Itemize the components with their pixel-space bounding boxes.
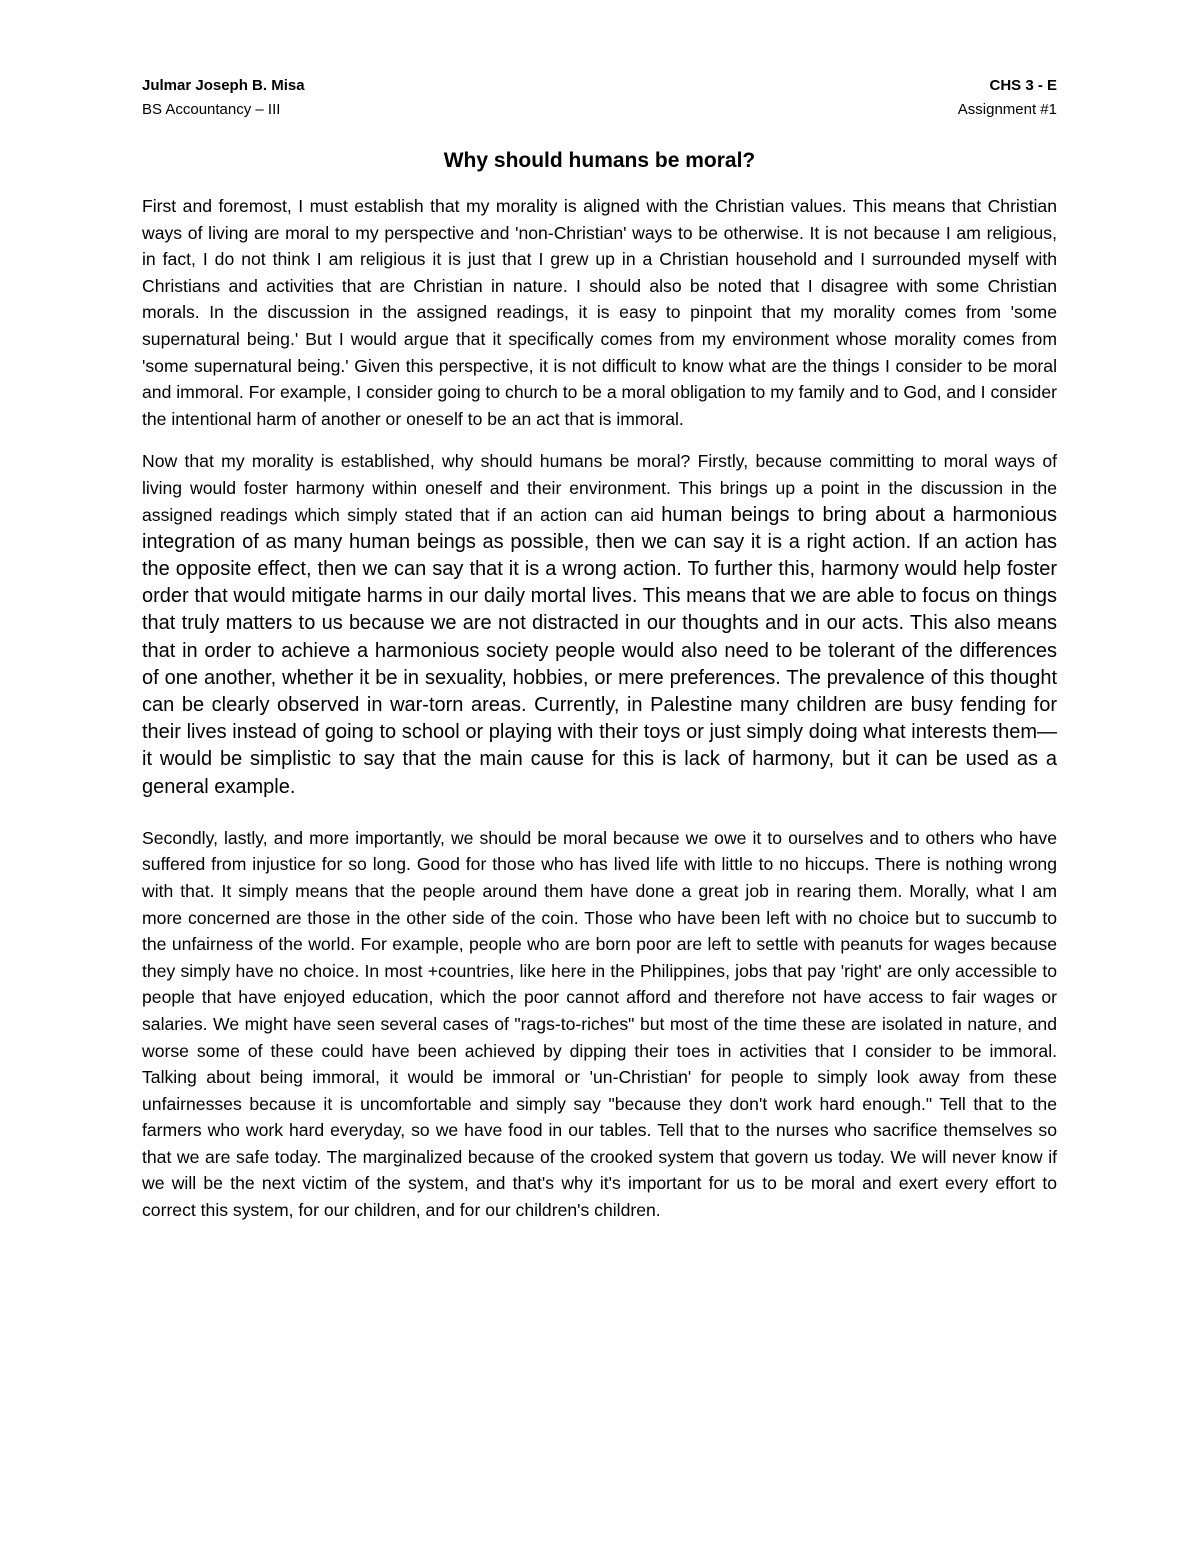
header-row-2 xyxy=(142,98,1057,122)
program-label: BS Accountancy – III xyxy=(142,101,281,118)
document-body xyxy=(142,193,1057,1224)
assignment-label: Assignment #1 xyxy=(957,101,1057,118)
header-row-1 xyxy=(142,74,1057,98)
paragraph-2-part-2: human beings to bring about a harmonious integration of as many human beings as possible, then we can say it is a right action. If an action has the opposite effect, then we can say that it is a wrong action. To further this, harmony would help foster order that would mitigate harms in our daily mortal lives. This means that we are able to focus on things that truly matters to us because we are not distracted in our thoughts and in our acts. This also means that in order to achieve a harmonious society people would also need to be tolerant of the differences of one another, whether it be in sexuality, hobbies, or mere preferences. The prevalence of this thought can be clearly observed in war-torn areas. Currently, in Palestine many children are busy fending for their lives instead of going to school or playing with their toys or just simply doing what interests them—it would be simplistic to say that the main cause for this is lack of harmony, but it can be used as a general example. xyxy=(142,503,1057,798)
paragraph-1: First and foremost, I must establish that my morality is aligned with the Christian values. This means that Christian ways of living are moral to my perspective and 'non-Christian' ways to be otherwise. It is not because I am religious, in fact, I do not think I am religious it is just that I grew up in a Christian household and I surrounded myself with Christians and activities that are Christian in nature. I should also be noted that I disagree with some Christian morals. In the discussion in the assigned readings, it is easy to pinpoint that my morality comes from 'some supernatural being.' But I would argue that it specifically comes from my environment whose morality comes from 'some supernatural being.' Given this perspective, it is not difficult to know what are the things I consider to be moral and immoral. For example, I consider going to church to be a moral obligation to my family and to God, and I consider the intentional harm of another or oneself to be an act that is immoral. xyxy=(142,196,1057,429)
course-code: CHS 3 - E xyxy=(989,77,1057,94)
paragraph-2 xyxy=(142,448,1057,800)
paragraph-3: Secondly, lastly, and more importantly, we should be moral because we owe it to ourselves and to others who have suffered from injustice for so long. Good for those who has lived life with little to no hiccups. There is nothing wrong with that. It simply means that the people around them have done a great job in rearing them. Morally, what I am more concerned are those in the other side of the coin. Those who have been left with no choice but to succumb to the unfairness of the world. For example, people who are born poor are left to settle with peanuts for wages because they simply have no choice. In most +countries, like here in the Philippines, jobs that pay 'right' are only accessible to people that have enjoyed education, which the poor cannot afford and therefore not have access to fair wages or salaries. We might have seen several cases of "rags-to-riches" but most of the time these are isolated in nature, and worse some of these could have been achieved by dipping their toes in activities that I consider to be immoral. Talking about being immoral, it would be immoral or 'un-Christian' for people to simply look away from these unfairnesses because it is uncomfortable and simply say "because they don't work hard enough." Tell that to the farmers who work hard everyday, so we have food in our tables. Tell that to the nurses who sacrifice themselves so that we are safe today. The marginalized because of the crooked system that govern us today. We will never know if we will be the next victim of the system, and that's why it's important for us to be moral and exert every effort to correct this system, for our children, and for our children's children. xyxy=(142,827,1057,1221)
paragraph-2-part-1: Now that my morality is established, why should humans be moral? Firstly, because committing to moral ways of living would foster harmony within oneself and their environment. This brings up a point in the discussion in the assigned readings which simply stated that if an action can aid xyxy=(142,451,1057,525)
document-header xyxy=(142,74,1057,122)
author-name: Julmar Joseph B. Misa xyxy=(142,77,305,94)
document-title: Why should humans be moral? xyxy=(443,149,756,172)
